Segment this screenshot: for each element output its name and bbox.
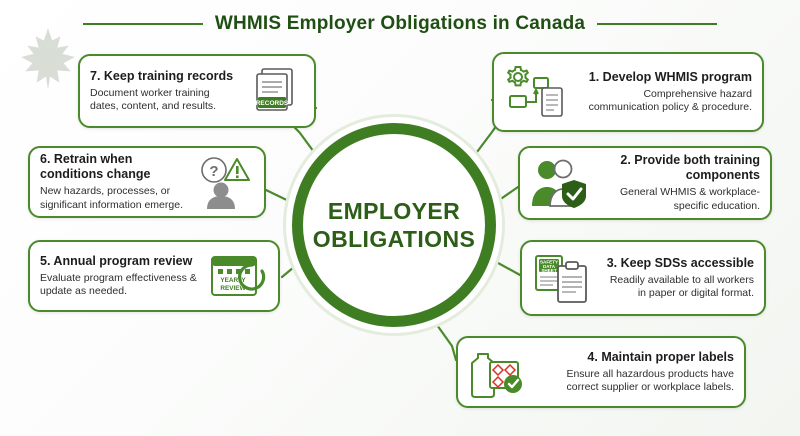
card-heading: 2. Provide both training components xyxy=(620,153,760,183)
card-heading: 5. Annual program review xyxy=(40,253,193,268)
records-documents-icon xyxy=(248,63,304,119)
card-heading: 4. Maintain proper labels xyxy=(587,349,734,364)
hub-line-2: OBLIGATIONS xyxy=(312,226,476,252)
calendar-label-line1: YEARLY xyxy=(220,277,246,284)
card-body: Document worker training dates, content, and results. xyxy=(90,86,217,112)
card-heading: 1. Develop WHMIS program xyxy=(588,69,752,84)
svg-text:DATA: DATA xyxy=(542,263,556,269)
card-maintain-proper-labels[interactable] xyxy=(456,336,746,408)
card-retrain-when-conditions-change[interactable] xyxy=(28,146,266,218)
card-heading: 6. Retrain when conditions change xyxy=(40,152,151,182)
card-body: Evaluate program effectiveness & update as needed. xyxy=(40,271,197,297)
hub-line-1: EMPLOYER xyxy=(327,197,461,224)
records-icon-label: RECORDS xyxy=(255,100,289,107)
card-body: Comprehensive hazard communication policy & procedure. xyxy=(588,87,752,113)
worker-shield-icon xyxy=(530,156,588,210)
card-body: Readily available to all workers in paper or digital format. xyxy=(609,273,754,299)
card-provide-both-training-components[interactable] xyxy=(518,146,772,220)
card-body: Ensure all hazardous products have correct supplier or workplace labels. xyxy=(566,367,734,393)
question-warning-person-icon xyxy=(196,154,254,210)
central-hub xyxy=(292,123,496,327)
yearly-review-calendar-icon xyxy=(206,249,268,303)
card-body: General WHMIS & workplace-specific education. xyxy=(619,186,760,212)
card-body: New hazards, processes, or significant information emerge. xyxy=(40,185,183,211)
svg-text:SHEET: SHEET xyxy=(541,268,557,273)
labelled-container-icon xyxy=(468,344,526,400)
card-develop-whmis-program[interactable] xyxy=(492,52,764,132)
card-annual-program-review[interactable] xyxy=(28,240,280,312)
page-title-text: WHMIS Employer Obligations in Canada xyxy=(214,13,586,34)
card-heading: 7. Keep training records xyxy=(90,68,234,83)
card-keep-training-records[interactable] xyxy=(78,54,316,128)
svg-text:?: ? xyxy=(209,163,219,180)
card-heading: 3. Keep SDSs accessible xyxy=(606,255,754,270)
card-keep-sds-accessible[interactable] xyxy=(520,240,766,316)
gear-flowchart-icon xyxy=(504,62,566,122)
svg-text:SAFETY: SAFETY xyxy=(539,259,559,265)
safety-data-sheet-icon xyxy=(532,250,592,306)
calendar-label-line2: REVIEW xyxy=(220,285,246,292)
